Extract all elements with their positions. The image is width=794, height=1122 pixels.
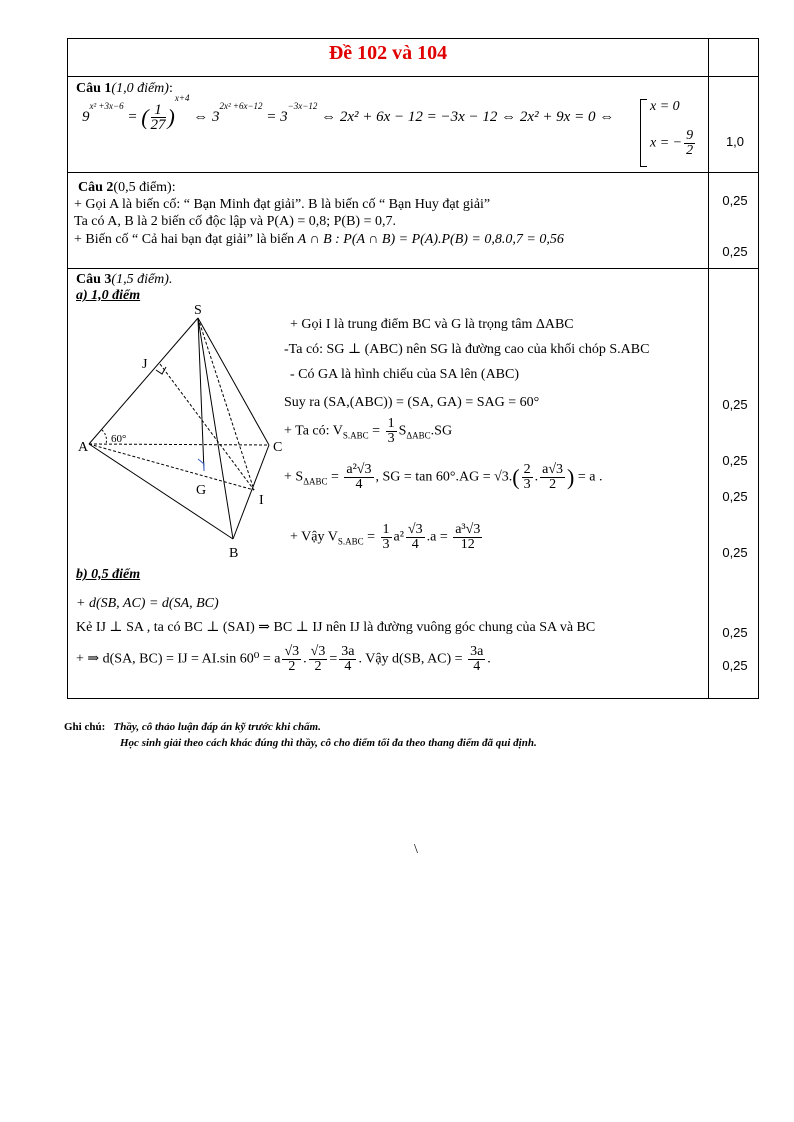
- q2-line-2: Ta có A, B là 2 biến cố độc lập và P(A) = 0,8; P(B) = 0,7.: [74, 214, 396, 229]
- q3-points-2: 0,25: [722, 453, 748, 468]
- q3-a-line-4: Suy ra (SA,(ABC)) = (SA, GA) = SAG = 60°: [284, 395, 540, 410]
- q3-b-line-2: Kẻ IJ ⊥ SA , ta có BC ⊥ (SAI) ⇒ BC ⊥ IJ nên IJ là đường vuông góc chung của SA và BC: [76, 620, 596, 635]
- edge-SB: [198, 318, 233, 539]
- q1-header: Câu 1(1,0 điểm):: [76, 81, 173, 96]
- q3-part-b-heading: b) 0,5 điểm: [76, 567, 141, 582]
- answer-table: [67, 38, 759, 699]
- q3-header: Câu 3(1,5 điểm).: [76, 272, 173, 287]
- q2-points-1: 0,25: [722, 193, 748, 208]
- segment-IJ: [160, 364, 254, 490]
- q1-cell: [68, 77, 709, 173]
- q3-a-line-3: - Có GA là hình chiếu của SA lên (ABC): [290, 367, 520, 382]
- note-label: Ghi chú:: [64, 721, 106, 733]
- note: [64, 721, 321, 733]
- edge-AB: [89, 444, 233, 539]
- q3-a-line-2: -Ta có: SG ⊥ (ABC) nên SG là đường cao của khối chóp S.ABC: [284, 342, 650, 357]
- title-score-cell: [709, 39, 759, 77]
- q1-solution-1: x = 0: [650, 99, 680, 114]
- median-AI: [89, 444, 254, 490]
- pyramid-figure: [78, 303, 288, 574]
- q2-points-2: 0,25: [722, 244, 748, 259]
- label-A: A: [78, 440, 89, 455]
- q3-b-line-3: + ⇒ d(SA, BC) = IJ = AI.sin 60⁰ = a $\frac{√3}{2}$ . $\frac{√3}{2}$ = $\frac{3a}{4}$ . Vậy d(SB, AC) = $\frac{3a}{4}$ .: [76, 644, 491, 674]
- stray-mark: \: [414, 842, 418, 857]
- q3-points-3: 0,25: [722, 489, 748, 504]
- q3-a-line-5: + Ta có: $V_{S.ABC}$ = $\frac{1}{3}$ $S_{\Delta ABC}.SG$: [284, 416, 453, 446]
- page-title: Đề 102 và 104: [68, 39, 709, 77]
- q3-score-cell: [709, 269, 759, 699]
- edge-SA: [89, 318, 198, 444]
- q3-part-a-heading: a) 1,0 điểm: [76, 288, 141, 303]
- right-angle-J: [156, 367, 166, 374]
- q3-a-line-1: + Gọi I là trung điểm BC và G là trọng tâm ΔABC: [290, 317, 574, 332]
- edge-CB: [233, 445, 269, 539]
- label-S: S: [194, 303, 202, 318]
- q3-points-1: 0,25: [722, 397, 748, 412]
- label-B: B: [229, 546, 239, 561]
- q3-b-line-1: + d(SB, AC) = d(SA, BC): [76, 596, 219, 611]
- angle-arc: [102, 430, 107, 444]
- label-I: I: [259, 493, 264, 508]
- q3-points-6: 0,25: [722, 658, 748, 673]
- q3-points-4: 0,25: [722, 545, 748, 560]
- q3-cell: [68, 269, 709, 699]
- q3-a-line-6: + $S_{\Delta ABC}$ = $\frac{\text{a²√3}}{4}$ , SG = tan 60°.AG = √3.( $\frac{2}{3}$ . $\frac{a√3}{2}$ ) = a .: [284, 462, 603, 492]
- note-line-2: Học sinh giải theo cách khác đúng thì thầy, cô cho điểm tối đa theo thang điểm đã qui định.: [120, 737, 537, 749]
- note-line-1: Thầy, cô thảo luận đáp án kỹ trước khi chấm.: [113, 721, 321, 733]
- q1-solution-2: x = − $\frac{9}{2}$: [650, 128, 694, 158]
- edge-SC: [198, 318, 269, 445]
- q1-points: 1,0: [725, 134, 745, 149]
- q2-score-cell: [709, 173, 759, 269]
- q1-bracket: [640, 99, 647, 167]
- label-C: C: [273, 440, 283, 455]
- q3-points-5: 0,25: [722, 625, 748, 640]
- label-G: G: [196, 483, 207, 498]
- q2-cell: [68, 173, 709, 269]
- q1-equation: $9^{x^2 +3x-6}$ = ( $\frac{1}{27}$ )$^{x+4}$ ⇔ $3^{2x^2 +6x-12} = 3^{-3x-12}$ ⇔ 2x² + 6x − 12 = −3x − 12 ⇔ 2x² + 9x = 0 ⇔: [82, 92, 615, 133]
- height-SG: [198, 318, 204, 471]
- q2-line-3: + Biến cố “ Cả hai bạn đạt giải” là biến A ∩ B : P(A ∩ B) = P(A).P(B) = 0,8.0,7 = 0,56: [74, 232, 564, 247]
- q3-a-line-7: + Vậy $V_{S.ABC}$ = $\frac{1}{3}$ a² $\frac{√3}{4}$ .a = $\frac{\text{a³√3}}{12}$: [290, 522, 481, 552]
- q1-score-cell: [709, 77, 759, 173]
- label-angle: 60°: [111, 433, 127, 445]
- label-J: J: [142, 357, 148, 372]
- q2-header: Câu 2(0,5 điểm):: [78, 180, 176, 195]
- q2-line-1: + Gọi A là biến cố: “ Bạn Minh đạt giải”. B là biến cố “ Bạn Huy đạt giải”: [74, 197, 491, 212]
